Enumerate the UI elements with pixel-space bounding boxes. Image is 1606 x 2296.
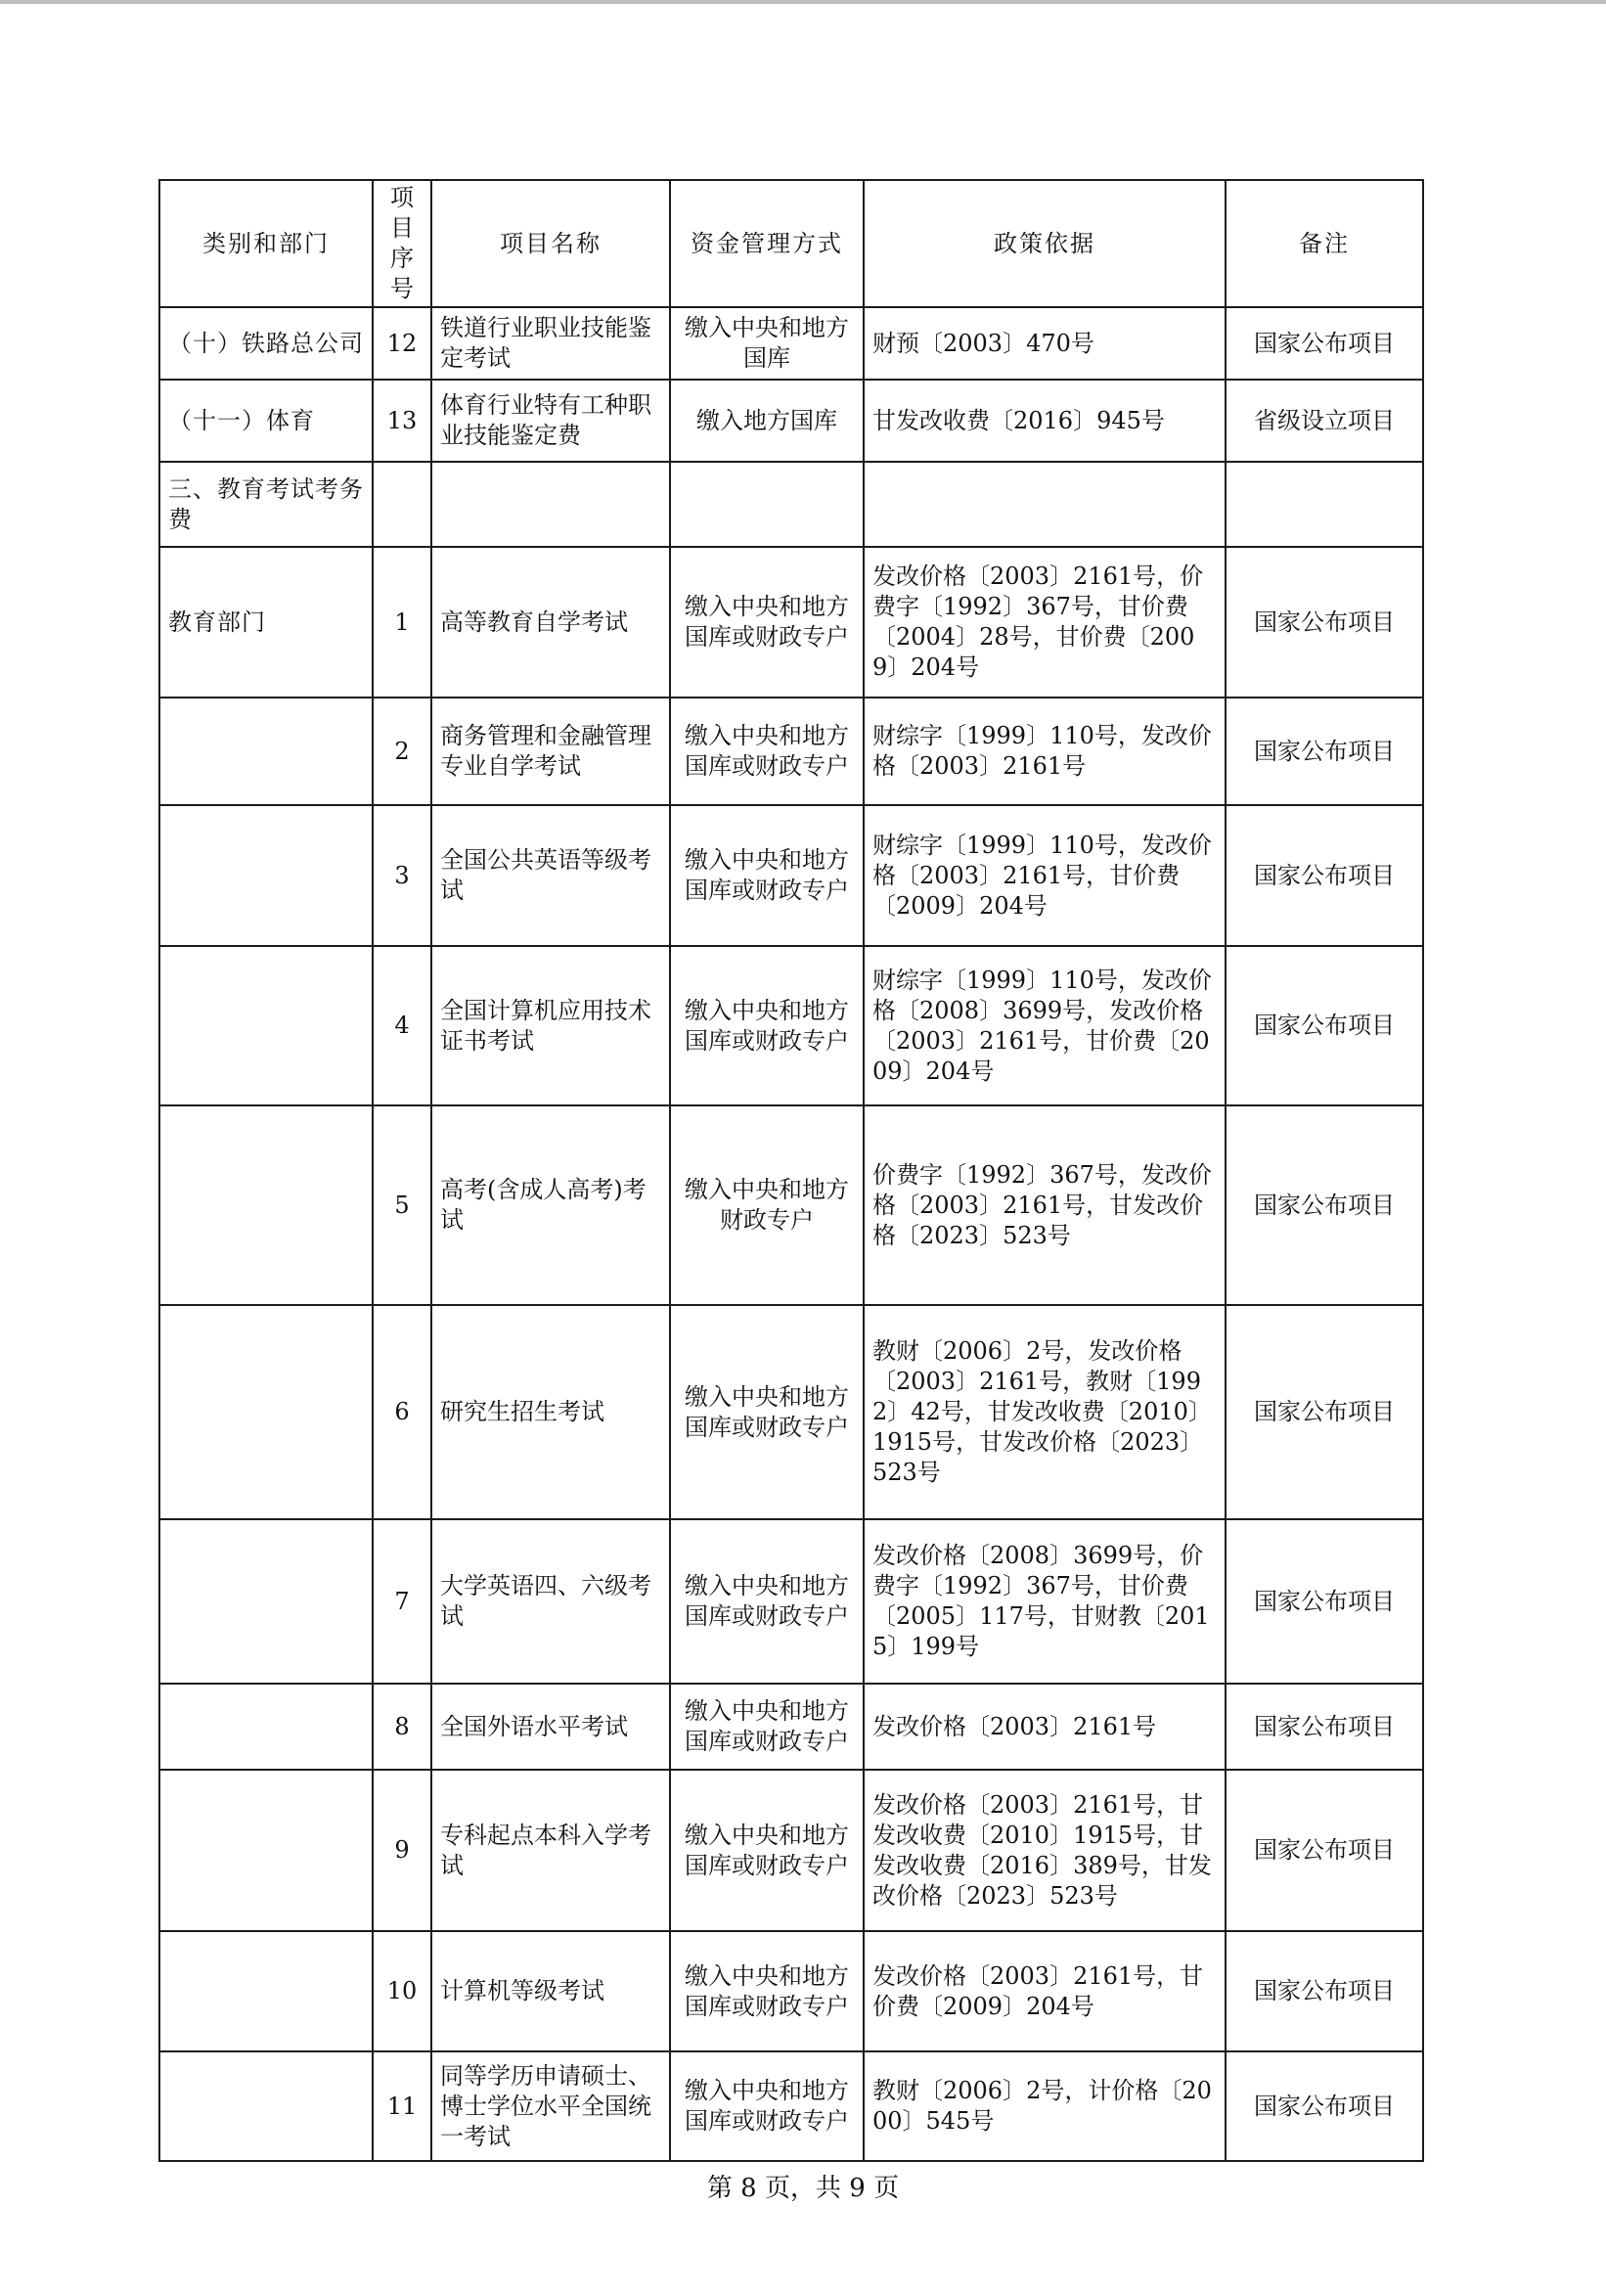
table-row xyxy=(159,946,1423,1105)
category-cell: （十一）体育 xyxy=(159,380,373,462)
table-row xyxy=(159,1519,1423,1684)
policy-cell: 财预〔2003〕470号 xyxy=(864,307,1226,380)
fund-cell: 缴入中央和地方国库或财政专户 xyxy=(670,698,864,805)
remark-cell xyxy=(1226,462,1423,547)
policy-cell: 财综字〔1999〕110号，发改价格〔2003〕2161号，甘价费〔2009〕204号 xyxy=(864,805,1226,946)
policy-cell: 价费字〔1992〕367号，发改价格〔2003〕2161号，甘发改价格〔2023〕523号 xyxy=(864,1105,1226,1305)
policy-cell xyxy=(864,462,1226,547)
category-cell xyxy=(159,2051,373,2161)
header-fund-management: 资金管理方式 xyxy=(670,180,864,307)
project-name-cell: 全国计算机应用技术证书考试 xyxy=(431,946,670,1105)
item-no-cell: 10 xyxy=(373,1931,431,2051)
fund-cell: 缴入中央和地方国库或财政专户 xyxy=(670,1684,864,1770)
fund-cell: 缴入中央和地方国库或财政专户 xyxy=(670,2051,864,2161)
project-name-cell xyxy=(431,462,670,547)
project-name-cell: 专科起点本科入学考试 xyxy=(431,1770,670,1931)
category-cell xyxy=(159,1105,373,1305)
project-name-cell: 大学英语四、六级考试 xyxy=(431,1519,670,1684)
table-row xyxy=(159,1684,1423,1770)
item-no-cell: 12 xyxy=(373,307,431,380)
policy-cell: 甘发改收费〔2016〕945号 xyxy=(864,380,1226,462)
fund-cell: 缴入中央和地方国库或财政专户 xyxy=(670,547,864,698)
policy-cell: 发改价格〔2003〕2161号，甘价费〔2009〕204号 xyxy=(864,1931,1226,2051)
fund-cell: 缴入中央和地方财政专户 xyxy=(670,1105,864,1305)
table-row xyxy=(159,698,1423,805)
item-no-cell: 5 xyxy=(373,1105,431,1305)
remark-cell: 国家公布项目 xyxy=(1226,547,1423,698)
table-header-row xyxy=(159,180,1423,307)
table-row xyxy=(159,1105,1423,1305)
project-name-cell: 高考(含成人高考)考试 xyxy=(431,1105,670,1305)
policy-cell: 教财〔2006〕2号，计价格〔2000〕545号 xyxy=(864,2051,1226,2161)
remark-cell: 国家公布项目 xyxy=(1226,1770,1423,1931)
policy-cell: 发改价格〔2003〕2161号，价费字〔1992〕367号，甘价费〔2004〕28号，甘价费〔2009〕204号 xyxy=(864,547,1226,698)
header-item-no: 项目序号 xyxy=(373,180,431,307)
table-row xyxy=(159,462,1423,547)
project-name-cell: 全国公共英语等级考试 xyxy=(431,805,670,946)
project-name-cell: 同等学历申请硕士、博士学位水平全国统一考试 xyxy=(431,2051,670,2161)
project-name-cell: 铁道行业职业技能鉴定考试 xyxy=(431,307,670,380)
item-no-cell: 8 xyxy=(373,1684,431,1770)
fund-cell: 缴入中央和地方国库或财政专户 xyxy=(670,946,864,1105)
remark-cell: 国家公布项目 xyxy=(1226,1519,1423,1684)
project-name-cell: 全国外语水平考试 xyxy=(431,1684,670,1770)
scan-top-edge xyxy=(0,0,1606,4)
category-cell: 三、教育考试考务费 xyxy=(159,462,373,547)
category-cell xyxy=(159,1770,373,1931)
policy-cell: 发改价格〔2003〕2161号 xyxy=(864,1684,1226,1770)
item-no-cell: 9 xyxy=(373,1770,431,1931)
table-row xyxy=(159,1770,1423,1931)
remark-cell: 国家公布项目 xyxy=(1226,1684,1423,1770)
item-no-cell: 3 xyxy=(373,805,431,946)
category-cell xyxy=(159,805,373,946)
table-row xyxy=(159,805,1423,946)
item-no-cell: 2 xyxy=(373,698,431,805)
remark-cell: 国家公布项目 xyxy=(1226,307,1423,380)
project-name-cell: 商务管理和金融管理专业自学考试 xyxy=(431,698,670,805)
project-name-cell: 计算机等级考试 xyxy=(431,1931,670,2051)
remark-cell: 国家公布项目 xyxy=(1226,805,1423,946)
category-cell xyxy=(159,1684,373,1770)
item-no-cell: 4 xyxy=(373,946,431,1105)
fund-cell: 缴入中央和地方国库或财政专户 xyxy=(670,1305,864,1519)
fee-project-table xyxy=(158,179,1424,2162)
header-project-name: 项目名称 xyxy=(431,180,670,307)
project-name-cell: 高等教育自学考试 xyxy=(431,547,670,698)
fund-cell: 缴入中央和地方国库 xyxy=(670,307,864,380)
policy-cell: 发改价格〔2008〕3699号，价费字〔1992〕367号，甘价费〔2005〕117号，甘财教〔2015〕199号 xyxy=(864,1519,1226,1684)
fund-cell: 缴入中央和地方国库或财政专户 xyxy=(670,1931,864,2051)
policy-cell: 财综字〔1999〕110号，发改价格〔2003〕2161号 xyxy=(864,698,1226,805)
category-cell xyxy=(159,1931,373,2051)
category-cell xyxy=(159,698,373,805)
remark-cell: 国家公布项目 xyxy=(1226,946,1423,1105)
fund-cell: 缴入地方国库 xyxy=(670,380,864,462)
table-row xyxy=(159,2051,1423,2161)
item-no-cell: 1 xyxy=(373,547,431,698)
item-no-cell xyxy=(373,462,431,547)
fund-cell xyxy=(670,462,864,547)
item-no-cell: 6 xyxy=(373,1305,431,1519)
table-row xyxy=(159,380,1423,462)
remark-cell: 省级设立项目 xyxy=(1226,380,1423,462)
item-no-cell: 11 xyxy=(373,2051,431,2161)
policy-cell: 发改价格〔2003〕2161号，甘发改收费〔2010〕1915号，甘发改收费〔2016〕389号，甘发改价格〔2023〕523号 xyxy=(864,1770,1226,1931)
remark-cell: 国家公布项目 xyxy=(1226,1931,1423,2051)
remark-cell: 国家公布项目 xyxy=(1226,1105,1423,1305)
category-cell xyxy=(159,1519,373,1684)
table-row xyxy=(159,547,1423,698)
table-row xyxy=(159,1305,1423,1519)
category-cell xyxy=(159,1305,373,1519)
category-cell xyxy=(159,946,373,1105)
policy-cell: 财综字〔1999〕110号，发改价格〔2008〕3699号，发改价格〔2003〕2161号，甘价费〔2009〕204号 xyxy=(864,946,1226,1105)
category-cell: 教育部门 xyxy=(159,547,373,698)
fund-cell: 缴入中央和地方国库或财政专户 xyxy=(670,805,864,946)
item-no-cell: 13 xyxy=(373,380,431,462)
table-row xyxy=(159,1931,1423,2051)
remark-cell: 国家公布项目 xyxy=(1226,698,1423,805)
header-category: 类别和部门 xyxy=(159,180,373,307)
fund-cell: 缴入中央和地方国库或财政专户 xyxy=(670,1519,864,1684)
remark-cell: 国家公布项目 xyxy=(1226,1305,1423,1519)
project-name-cell: 研究生招生考试 xyxy=(431,1305,670,1519)
fund-cell: 缴入中央和地方国库或财政专户 xyxy=(670,1770,864,1931)
header-policy-basis: 政策依据 xyxy=(864,180,1226,307)
item-no-cell: 7 xyxy=(373,1519,431,1684)
table-row xyxy=(159,307,1423,380)
policy-cell: 教财〔2006〕2号，发改价格〔2003〕2161号，教财〔1992〕42号，甘发改收费〔2010〕1915号，甘发改价格〔2023〕523号 xyxy=(864,1305,1226,1519)
remark-cell: 国家公布项目 xyxy=(1226,2051,1423,2161)
category-cell: （十）铁路总公司 xyxy=(159,307,373,380)
page-number-footer: 第 8 页，共 9 页 xyxy=(706,2174,900,2203)
project-name-cell: 体育行业特有工种职业技能鉴定费 xyxy=(431,380,670,462)
header-remarks: 备注 xyxy=(1226,180,1423,307)
